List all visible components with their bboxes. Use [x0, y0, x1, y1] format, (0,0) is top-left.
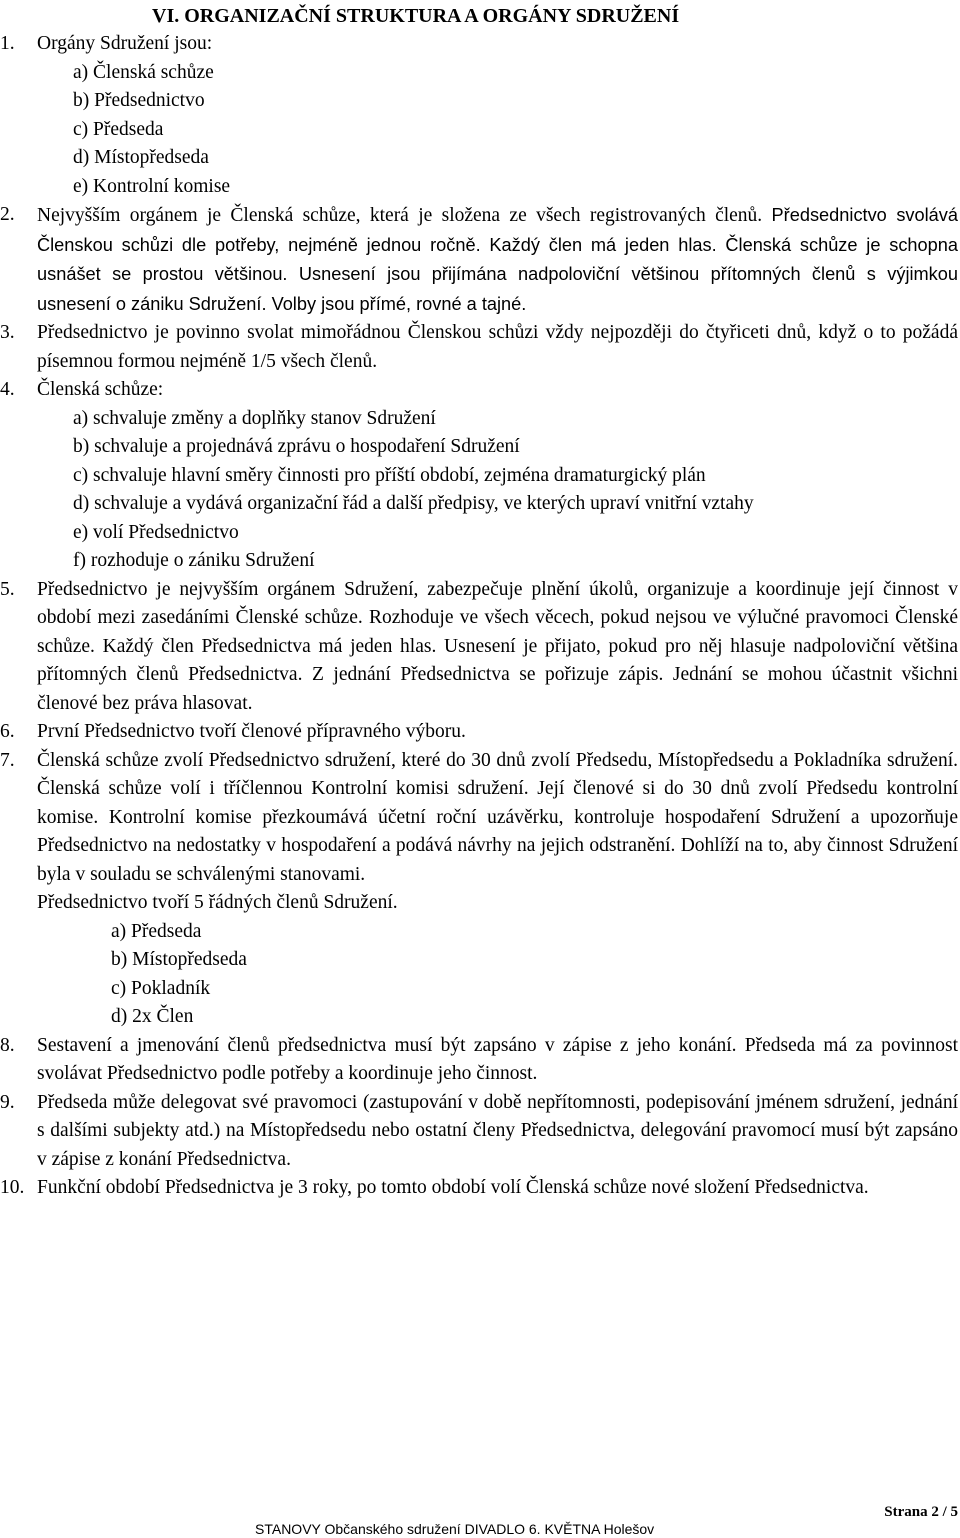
article-5	[0, 576, 958, 719]
list-item: b) schvaluje a projednává zprávu o hospodaření Sdružení	[73, 436, 520, 457]
article-number: 7.	[0, 749, 15, 771]
article-text: První Předsednictvo tvoří členové přípravného výboru.	[37, 721, 466, 742]
list-item: e) Kontrolní komise	[73, 175, 231, 197]
powers-list	[0, 405, 958, 576]
list-item: b) Místopředseda	[111, 949, 247, 970]
article-number: 3.	[0, 322, 15, 343]
list-item: c) schvaluje hlavní směry činnosti pro příští období, zejména dramaturgický plán	[73, 464, 706, 486]
list-item: f) rozhoduje o zániku Sdružení	[73, 550, 315, 571]
article-number: 6.	[0, 721, 15, 742]
list-item: b) Předsednictvo	[73, 90, 205, 111]
article-1	[0, 30, 958, 59]
article-number: 10.	[0, 1177, 25, 1198]
article-text: Předsednictvo je povinno svolat mimořádnou Členskou schůzi vždy nejpozději do čtyřiceti dnů, když o to požádá písemnou formou nejméně 1/5 všech členů.	[37, 322, 958, 372]
article-list	[0, 30, 958, 1203]
list-item: a) schvaluje změny a doplňky stanov Sdružení	[73, 407, 436, 429]
article-text: Funkční období Předsednictva je 3 roky, po tomto období volí Členská schůze nové složení Předsednictva.	[37, 1177, 869, 1198]
list-item: c) Pokladník	[111, 977, 211, 999]
article-number: 2.	[0, 204, 15, 225]
list-item: d) 2x Člen	[111, 1006, 194, 1027]
list-item: c) Předseda	[73, 118, 164, 140]
article-number: 4.	[0, 379, 15, 400]
article-text: Členská schůze zvolí Předsednictvo sdružení, které do 30 dnů zvolí Předsedu, Místopředsedu a Pokladníka sdružení. Členská schůze volí i tříčlennou Kontrolní komisi sdružení. Její členové si do 30 dnů zvolí Předsedu kontrolní komise. Kontrolní komise přezkoumává účetní roční uzávěrku, kontroluje hospodaření Sdružení a upozorňuje Předsednictvo na nedostatky v hospodaření a podává návrhy na jejich odstranění. Dohlíží na to, aby činnost Sdružení byla v souladu se schválenými stanovami.	[37, 749, 958, 885]
article-6	[0, 718, 958, 747]
page-number: Strana 2 / 5	[884, 1504, 958, 1520]
article-number: 5.	[0, 578, 15, 600]
section-heading: VI. ORGANIZAČNÍ STRUKTURA A ORGÁNY SDRUŽENÍ	[152, 5, 680, 27]
article-3	[0, 319, 958, 376]
article-10	[0, 1174, 958, 1203]
list-item: a) Členská schůze	[73, 61, 214, 83]
article-text: Nejvyšším orgánem je Členská schůze, která je složena ze všech registrovaných členů.	[37, 205, 763, 226]
board-members-list	[0, 918, 958, 1032]
article-2	[0, 201, 958, 319]
article-text: Orgány Sdružení jsou:	[37, 33, 213, 54]
organ-list	[0, 59, 958, 202]
footer-title: STANOVY Občanského sdružení DIVADLO 6. KVĚTNA Holešov	[255, 1521, 655, 1537]
article-text: Předsednictvo je nejvyšším orgánem Sdružení, zabezpečuje plnění úkolů, organizuje a koordinuje její činnost v období mezi zasedáními Členské schůze. Rozhoduje ve všech věcech, pokud nejsou ve výlučné pravomoci Členské schůze. Každý člen Předsednictva má jeden hlas. Usnesení je přijato, pokud pro něj hlasuje nadpoloviční většina přítomných členů Předsednictva. Z jednání Předsednictva se pořizuje zápis. Jednání se mohou účastnit všichni členové bez práva hlasovat.	[37, 578, 958, 714]
article-number: 1.	[0, 33, 15, 54]
article-text-extra: Předsednictvo tvoří 5 řádných členů Sdružení.	[37, 892, 398, 913]
article-text-sans: Předsednictvo svolává Členskou schůzi dle potřeby, nejméně jednou ročně. Každý člen má jeden hlas. Členská schůze je schopna usnášet se prostou většinou. Usnesení jsou přijímána nadpoloviční většinou přítomných členů s výjimkou usnesení o zániku Sdružení. Volby jsou přímé, rovné a tajné.	[37, 205, 958, 314]
article-9	[0, 1089, 958, 1175]
article-4	[0, 376, 958, 405]
article-7	[0, 747, 958, 918]
list-item: e) volí Předsednictvo	[73, 521, 239, 543]
list-item: a) Předseda	[111, 920, 202, 942]
article-text: Předseda může delegovat své pravomoci (zastupování v době nepřítomnosti, podepisování jménem sdružení, jednání s dalšími subjekty atd.) na Místopředsedu nebo ostatní členy Předsednictva, delegování pravomocí musí být zapsáno v zápise z konání Předsednictva.	[37, 1091, 958, 1170]
list-item: d) Místopředseda	[73, 147, 209, 168]
article-text: Členská schůze:	[37, 379, 164, 400]
article-8	[0, 1032, 958, 1089]
list-item: d) schvaluje a vydává organizační řád a další předpisy, ve kterých upraví vnitřní vztahy	[73, 493, 754, 514]
article-text: Sestavení a jmenování členů předsednictva musí být zapsáno v zápise z jeho konání. Předseda má za povinnost svolávat Předsednictvo podle potřeby a koordinuje jeho činnost.	[37, 1034, 958, 1084]
article-number: 8.	[0, 1034, 15, 1056]
article-number: 9.	[0, 1091, 15, 1113]
